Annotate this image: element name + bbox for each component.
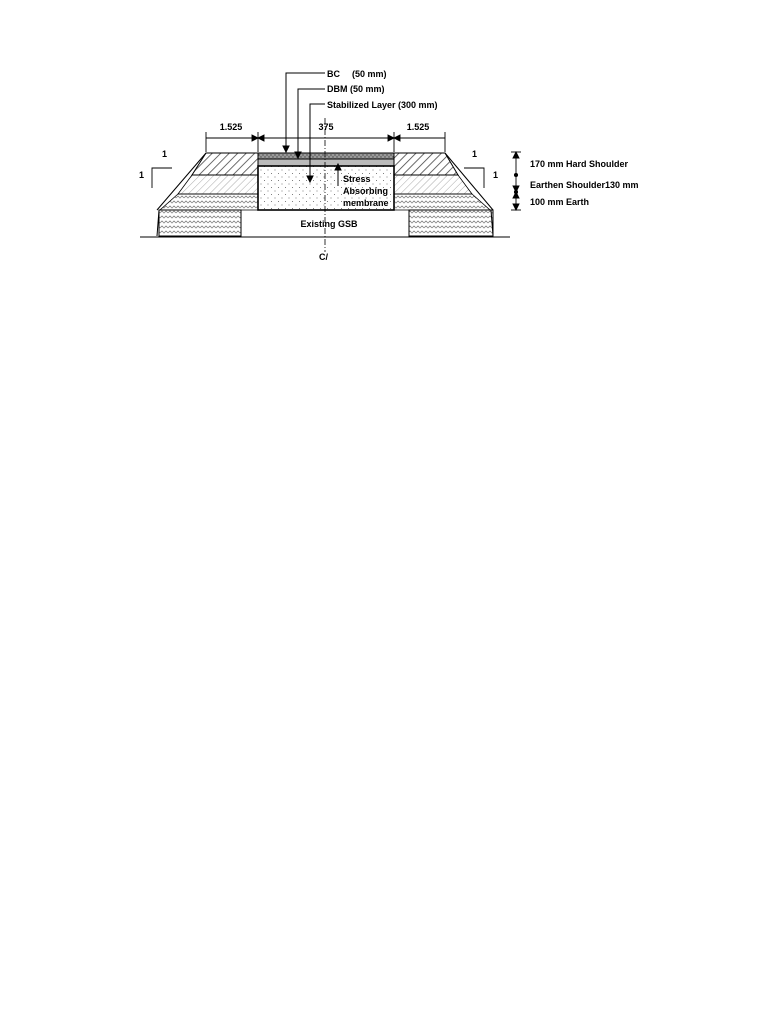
bc-label: BC <box>327 69 340 79</box>
stabilized-layer-label: Stabilized Layer (300 mm) <box>327 100 438 110</box>
right-embankment <box>394 153 493 236</box>
left-earth-layer <box>160 194 258 210</box>
right-slope-indicator <box>464 168 484 188</box>
stress-label-line2: Absorbing <box>343 186 388 196</box>
right-earthen-shoulder-layer <box>394 175 472 194</box>
left-bottom-block <box>159 210 241 236</box>
dbm-layer <box>258 159 394 166</box>
earth-label: 100 mm Earth <box>530 197 590 207</box>
stress-label-line3: membrane <box>343 198 389 208</box>
right-bottom-block <box>409 210 493 236</box>
left-embankment <box>157 153 258 236</box>
dim-center-label: 375 <box>318 122 334 132</box>
left-hard-shoulder-layer <box>192 153 258 175</box>
slope-left-horizontal-label: 1 <box>139 170 145 180</box>
right-thickness-dimension <box>511 152 521 210</box>
slope-right-horizontal-label: 1 <box>493 170 499 180</box>
top-dimensions <box>206 132 445 152</box>
dim-right-label: 1.525 <box>406 122 430 132</box>
earthen-shoulder-label: Earthen Shoulder130 mm <box>530 180 639 190</box>
right-earth-layer <box>394 194 490 210</box>
bc-thickness-label: (50 mm) <box>352 69 387 79</box>
slope-left-vertical-label: 1 <box>162 149 168 159</box>
slope-right-vertical-label: 1 <box>472 149 478 159</box>
dim-left-label: 1.525 <box>219 122 243 132</box>
hard-shoulder-label: 170 mm Hard Shoulder <box>530 159 629 169</box>
bc-layer <box>258 153 394 159</box>
existing-gsb-label: Existing GSB <box>300 219 358 229</box>
left-slope-indicator <box>152 168 172 188</box>
stress-label-line1: Stress <box>343 174 371 184</box>
left-earthen-shoulder-layer <box>178 175 258 194</box>
centerline-label: C/ <box>319 252 328 262</box>
dbm-label: DBM (50 mm) <box>327 84 385 94</box>
